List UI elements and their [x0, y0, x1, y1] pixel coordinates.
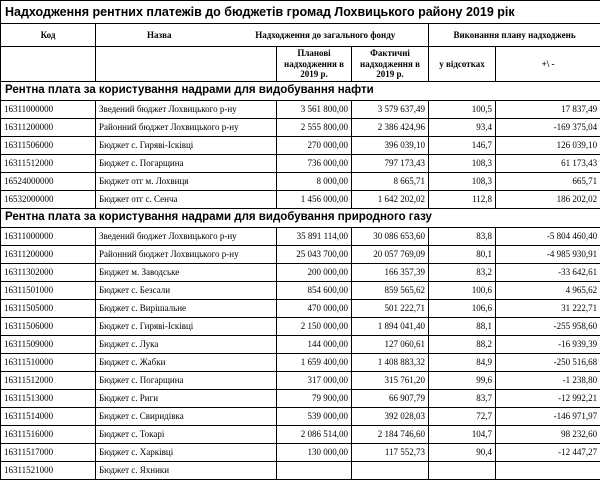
section-title: Рентна плата за користування надрами для видобування природного газу: [1, 209, 600, 228]
code-cell: 16311501000: [1, 282, 96, 300]
diff-cell: 61 173,43: [496, 155, 600, 173]
planned-header: Планові надходження в 2019 р.: [277, 47, 352, 82]
code-cell: 16311510000: [1, 354, 96, 372]
table-row: [1, 426, 600, 444]
name-cell: Бюджет с. Лука: [96, 336, 277, 354]
name-cell: Районний бюджет Лохвицького р-ну: [96, 246, 277, 264]
percent-cell: 146,7: [429, 137, 496, 155]
actual-header: Фактичні надходження в 2019 р.: [352, 47, 429, 82]
diff-cell: -146 971,97: [496, 408, 600, 426]
planned-cell: 3 561 800,00: [277, 101, 352, 119]
table-row: [1, 372, 600, 390]
actual-cell: 2 386 424,96: [352, 119, 429, 137]
diff-cell: 31 222,71: [496, 300, 600, 318]
actual-cell: 127 060,61: [352, 336, 429, 354]
name-cell: Бюджет отг м. Лохвиця: [96, 173, 277, 191]
name-cell: Бюджет с. Харківці: [96, 444, 277, 462]
code-cell: 16311512000: [1, 372, 96, 390]
planned-cell: 854 600,00: [277, 282, 352, 300]
table-row: [1, 191, 600, 209]
percent-cell: 88,1: [429, 318, 496, 336]
header-row-1: [1, 24, 600, 47]
name-cell: Бюджет с. Безсали: [96, 282, 277, 300]
code-cell: 16311000000: [1, 101, 96, 119]
table-row: [1, 246, 600, 264]
diff-cell: -33 642,61: [496, 264, 600, 282]
table-row: [1, 354, 600, 372]
diff-cell: 126 039,10: [496, 137, 600, 155]
table-row: [1, 444, 600, 462]
code-cell: 16311513000: [1, 390, 96, 408]
code-header: Код: [1, 24, 96, 47]
execution-header: Виконання плану надходжень: [429, 24, 600, 47]
actual-cell: [352, 462, 429, 480]
planned-cell: 1 659 400,00: [277, 354, 352, 372]
diff-cell: -12 447,27: [496, 444, 600, 462]
actual-cell: 166 357,39: [352, 264, 429, 282]
planned-cell: 200 000,00: [277, 264, 352, 282]
name-cell: Бюджет с. Гиряві-Ісківці: [96, 137, 277, 155]
code-cell: 16311517000: [1, 444, 96, 462]
actual-cell: 8 665,71: [352, 173, 429, 191]
diff-cell: -4 985 930,91: [496, 246, 600, 264]
section-header-row: [1, 82, 600, 101]
diff-cell: -16 939,39: [496, 336, 600, 354]
planned-cell: 317 000,00: [277, 372, 352, 390]
planned-cell: 35 891 114,00: [277, 228, 352, 246]
planned-cell: 25 043 700,00: [277, 246, 352, 264]
diff-cell: 186 202,02: [496, 191, 600, 209]
percent-cell: 90,4: [429, 444, 496, 462]
code-cell: 16311516000: [1, 426, 96, 444]
name-cell: Зведений бюджет Лохвицького р-ну: [96, 101, 277, 119]
planned-cell: 144 000,00: [277, 336, 352, 354]
section-title: Рентна плата за користування надрами для видобування нафти: [1, 82, 600, 101]
name-cell: Бюджет с. Гиряві-Ісківці: [96, 318, 277, 336]
percent-cell: 83,8: [429, 228, 496, 246]
diff-cell: -250 516,68: [496, 354, 600, 372]
diff-cell: 665,71: [496, 173, 600, 191]
table-row: [1, 228, 600, 246]
header-empty-cell: [96, 47, 277, 82]
name-cell: Бюджет с. Яхники: [96, 462, 277, 480]
percent-cell: 112,8: [429, 191, 496, 209]
percent-cell: 106,6: [429, 300, 496, 318]
diff-cell: 17 837,49: [496, 101, 600, 119]
percent-cell: 100,6: [429, 282, 496, 300]
planned-cell: 2 150 000,00: [277, 318, 352, 336]
percent-cell: 100,5: [429, 101, 496, 119]
name-header: Назва: [96, 24, 223, 47]
planned-cell: 2 086 514,00: [277, 426, 352, 444]
table-row: [1, 408, 600, 426]
diff-cell: 4 965,62: [496, 282, 600, 300]
table-row: [1, 462, 600, 480]
title-row: [1, 1, 600, 24]
table-row: [1, 300, 600, 318]
planned-cell: 130 000,00: [277, 444, 352, 462]
planned-cell: 736 000,00: [277, 155, 352, 173]
diff-cell: -255 958,60: [496, 318, 600, 336]
name-cell: Бюджет с. Погарщина: [96, 155, 277, 173]
code-cell: 16524000000: [1, 173, 96, 191]
percent-cell: 84,9: [429, 354, 496, 372]
name-cell: Бюджет с. Вирішальне: [96, 300, 277, 318]
code-cell: 16311200000: [1, 119, 96, 137]
header-row-2: [1, 47, 600, 82]
name-cell: Бюджет с. Токарі: [96, 426, 277, 444]
diff-cell: -5 804 460,40: [496, 228, 600, 246]
percent-cell: 80,1: [429, 246, 496, 264]
percent-cell: 72,7: [429, 408, 496, 426]
actual-cell: 20 057 769,09: [352, 246, 429, 264]
code-cell: 16311000000: [1, 228, 96, 246]
planned-cell: [277, 462, 352, 480]
name-cell: Бюджет с. Риги: [96, 390, 277, 408]
name-cell: Бюджет с. Жабки: [96, 354, 277, 372]
diff-cell: [496, 462, 600, 480]
percent-cell: 93,4: [429, 119, 496, 137]
percent-cell: 108,3: [429, 173, 496, 191]
actual-cell: 315 761,20: [352, 372, 429, 390]
actual-cell: 859 565,62: [352, 282, 429, 300]
actual-cell: 66 907,79: [352, 390, 429, 408]
planned-cell: 470 000,00: [277, 300, 352, 318]
table-row: [1, 390, 600, 408]
table-row: [1, 119, 600, 137]
diff-cell: 98 232,60: [496, 426, 600, 444]
planned-cell: 8 000,00: [277, 173, 352, 191]
name-cell: Бюджет с. Свиридівка: [96, 408, 277, 426]
code-cell: 16311200000: [1, 246, 96, 264]
percent-cell: 104,7: [429, 426, 496, 444]
actual-cell: 396 039,10: [352, 137, 429, 155]
code-cell: 16311506000: [1, 318, 96, 336]
code-cell: 16532000000: [1, 191, 96, 209]
code-cell: 16311512000: [1, 155, 96, 173]
actual-cell: 501 222,71: [352, 300, 429, 318]
table-row: [1, 101, 600, 119]
general-fund-header: Надходження до загального фонду: [223, 24, 429, 47]
table-row: [1, 264, 600, 282]
diff-cell: -1 238,80: [496, 372, 600, 390]
code-cell: 16311514000: [1, 408, 96, 426]
name-cell: Зведений бюджет Лохвицького р-ну: [96, 228, 277, 246]
table-row: [1, 318, 600, 336]
actual-cell: 392 028,03: [352, 408, 429, 426]
section-header-row: [1, 209, 600, 228]
diff-cell: -169 375,04: [496, 119, 600, 137]
planned-cell: 539 000,00: [277, 408, 352, 426]
actual-cell: 1 894 041,40: [352, 318, 429, 336]
name-cell: Бюджет с. Погарщина: [96, 372, 277, 390]
code-cell: 16311509000: [1, 336, 96, 354]
actual-cell: 30 086 653,60: [352, 228, 429, 246]
percent-cell: 83,2: [429, 264, 496, 282]
actual-cell: 3 579 637,49: [352, 101, 429, 119]
name-cell: Бюджет м. Заводське: [96, 264, 277, 282]
table-row: [1, 137, 600, 155]
code-cell: 16311521000: [1, 462, 96, 480]
percent-cell: [429, 462, 496, 480]
code-cell: 16311505000: [1, 300, 96, 318]
diff-header: +\ -: [496, 47, 600, 82]
planned-cell: 270 000,00: [277, 137, 352, 155]
actual-cell: 797 173,43: [352, 155, 429, 173]
planned-cell: 1 456 000,00: [277, 191, 352, 209]
planned-cell: 2 555 800,00: [277, 119, 352, 137]
code-cell: 16311302000: [1, 264, 96, 282]
actual-cell: 1 408 883,32: [352, 354, 429, 372]
percent-cell: 83,7: [429, 390, 496, 408]
actual-cell: 1 642 202,02: [352, 191, 429, 209]
percent-cell: 88,2: [429, 336, 496, 354]
code-cell: 16311506000: [1, 137, 96, 155]
header-empty-cell: [1, 47, 96, 82]
table-row: [1, 173, 600, 191]
table-row: [1, 282, 600, 300]
table-title: Надходження рентних платежів до бюджетів громад Лохвицького району 2019 рік: [1, 1, 600, 24]
diff-cell: -12 992,21: [496, 390, 600, 408]
actual-cell: 117 552,73: [352, 444, 429, 462]
percent-cell: 108,3: [429, 155, 496, 173]
actual-cell: 2 184 746,60: [352, 426, 429, 444]
table-row: [1, 155, 600, 173]
name-cell: Бюджет отг с. Сенча: [96, 191, 277, 209]
name-cell: Районний бюджет Лохвицького р-ну: [96, 119, 277, 137]
planned-cell: 79 900,00: [277, 390, 352, 408]
percent-header: у відсотках: [429, 47, 496, 82]
table-row: [1, 336, 600, 354]
percent-cell: 99,6: [429, 372, 496, 390]
